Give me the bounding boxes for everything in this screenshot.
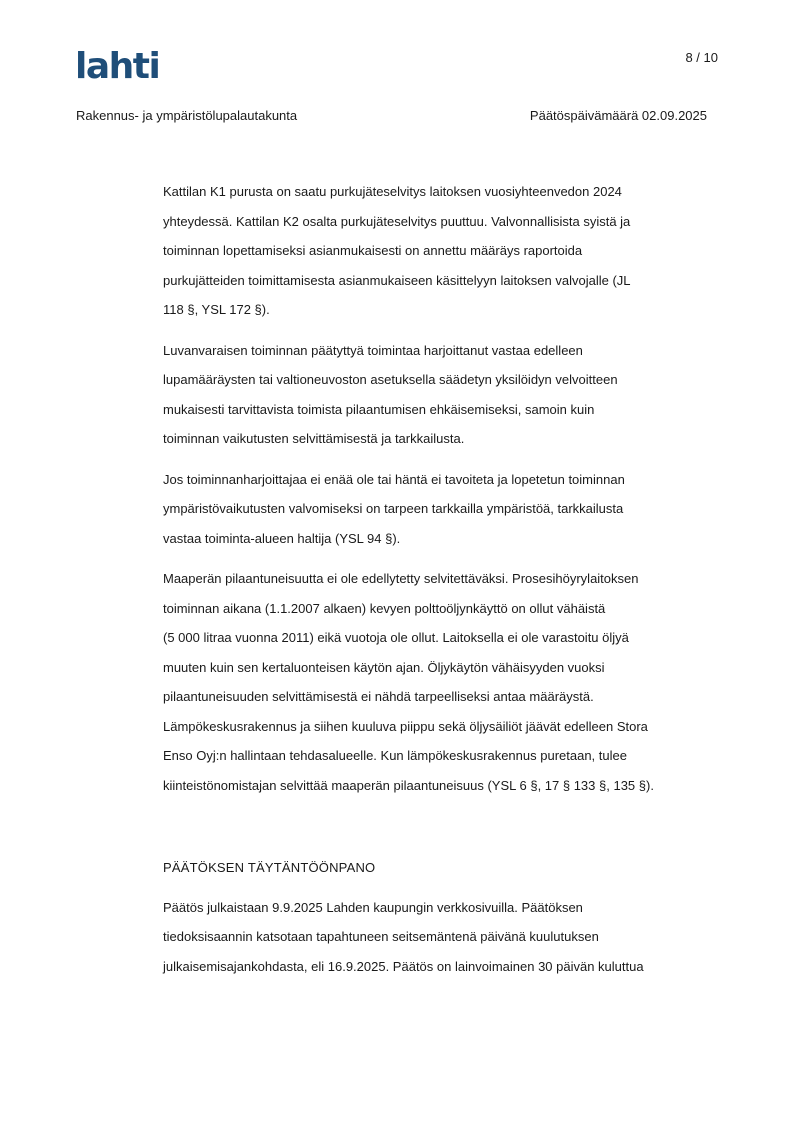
text-line: Kattilan K1 purusta on saatu purkujäteselvitys laitoksen vuosiyhteenvedon 2024 <box>163 184 622 199</box>
text-line: Enso Oyj:n hallintaan tehdasalueelle. Kun lämpökeskusrakennus puretaan, tulee <box>163 748 627 763</box>
text-line: purkujätteiden toimittamisesta asianmukaiseen käsittelyyn laitoksen valvojalle (JL <box>163 272 631 288</box>
text-line: Maaperän pilaantuneisuutta ei ole edellytetty selvitettäväksi. Prosesihöyrylaitoksen <box>163 571 639 586</box>
section-heading: PÄÄTÖKSEN TÄYTÄNTÖÖNPANO <box>163 860 376 875</box>
text-line: kiinteistönomistajan selvittää maaperän pilaantuneisuus (YSL 6 §, 17 § 133 §, 135 §). <box>163 777 654 793</box>
paragraph-operator-responsibility <box>163 336 719 454</box>
text-line: julkaisemisajankohdasta, eli 16.9.2025. Päätös on lainvoimainen 30 päivän kuluttua <box>163 958 644 974</box>
text-line: toiminnan lopettamiseksi asianmukaisesti on annettu määräys raportoida <box>163 243 583 258</box>
svg-text:lahti: lahti <box>75 47 160 83</box>
text-line: toiminnan vaikutusten selvittämisestä ja tarkkailusta. <box>163 431 465 446</box>
text-line: lupamääräysten tai valtioneuvoston asetuksella säädetyn yksilöidyn velvoitteen <box>163 372 618 387</box>
paragraph-area-holder <box>163 465 719 554</box>
page-number: 8 / 10 <box>685 50 718 65</box>
text-line: (5 000 litraa vuonna 2011) eikä vuotoja ole ollut. Laitoksella ei ole varastoitu öljyä <box>163 630 629 645</box>
document-body <box>163 177 719 992</box>
lahti-logo <box>75 47 167 83</box>
text-line: muuten kuin sen kertaluonteisen käytön ajan. Öljykäytön vähäisyyden vuoksi <box>163 659 605 675</box>
lahti-logo-mark <box>75 47 167 83</box>
text-line: pilaantuneisuuden selvittämisestä ei nähdä tarpeelliseksi antaa määräystä. <box>163 689 594 704</box>
paragraph-enforcement <box>163 893 719 982</box>
text-line: tiedoksisaannin katsotaan tapahtuneen seitsemäntenä päivänä kuulutuksen <box>163 929 599 944</box>
text-line: toiminnan aikana (1.1.2007 alkaen) kevyen polttoöljynkäyttö on ollut vähäistä <box>163 600 606 616</box>
text-line: vastaa toiminta-alueen haltija (YSL 94 §). <box>163 530 401 546</box>
text-line: mukaisesti tarvittavista toimista pilaantumisen ehkäisemiseksi, samoin kuin <box>163 401 595 417</box>
text-line: 118 §, YSL 172 §). <box>163 302 270 317</box>
text-line: ympäristövaikutusten valvomiseksi on tarpeen tarkkailla ympäristöä, tarkkailusta <box>163 501 624 516</box>
text-line: Päätös julkaistaan 9.9.2025 Lahden kaupungin verkkosivuilla. Päätöksen <box>163 899 583 915</box>
paragraph-soil-contamination <box>163 564 719 800</box>
text-line: Lämpökeskusrakennus ja siihen kuuluva piippu sekä öljysäiliöt jäävät edelleen Stora <box>163 718 648 734</box>
text-line: yhteydessä. Kattilan K2 osalta purkujäteselvitys puuttuu. Valvonnallisista syistä ja <box>163 213 631 229</box>
decision-date: Päätöspäivämäärä 02.09.2025 <box>529 108 707 123</box>
paragraph-demolition-waste <box>163 177 719 325</box>
text-line: Luvanvaraisen toiminnan päätyttyä toimintaa harjoittanut vastaa edelleen <box>163 342 583 358</box>
text-line: Jos toiminnanharjoittajaa ei enää ole tai häntä ei tavoiteta ja lopetetun toiminnan <box>163 471 625 487</box>
organisation-name: Rakennus- ja ympäristölupalautakunta <box>76 108 298 123</box>
